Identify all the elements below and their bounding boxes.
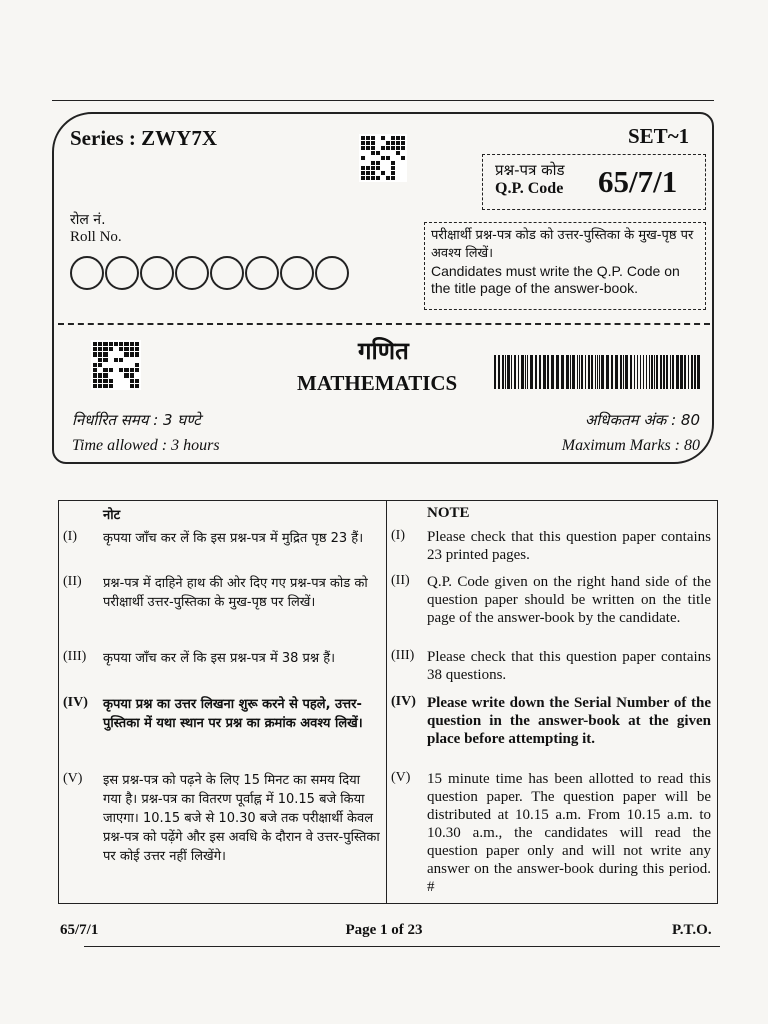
roll-label-hindi: रोल नं. (70, 212, 106, 228)
instruction-english: Candidates must write the Q.P. Code on the title page of the answer-book. (431, 263, 680, 296)
time-allowed-hindi: निर्धारित समय : 3 घण्टे (72, 411, 201, 429)
time-allowed: Time allowed : 3 hours (72, 437, 220, 454)
note-item (387, 573, 717, 648)
roll-digit-circle (175, 256, 209, 290)
set-label: SET~1 (628, 124, 690, 148)
footer-code: 65/7/1 (60, 922, 99, 938)
notes-table (58, 500, 718, 904)
note-text: 15 minute time has been allotted to read this question paper. The question paper will be distributed at 10.15 a.m. From 10.15 a.m. to 10.30 a.m., the candidates will read the question paper only and will not write any answer on the answer-book during this period. # (427, 771, 711, 895)
roll-label: Roll No. (70, 229, 122, 245)
note-text: कृपया जाँच कर लें कि इस प्रश्न-पत्र में 38 प्रश्न हैं। (103, 651, 336, 666)
notes-heading-hindi: नोट (103, 508, 121, 523)
note-text: कृपया जाँच कर लें कि इस प्रश्न-पत्र में मुद्रित पृष्ठ 23 हैं। (103, 531, 364, 546)
note-number: (IV) (391, 694, 416, 709)
notes-heading: NOTE (427, 505, 470, 521)
qp-code-instruction-box (424, 222, 706, 310)
note-number: (II) (391, 573, 410, 588)
note-text: Please check that this question paper contains 23 printed pages. (427, 529, 711, 563)
dashed-divider (58, 323, 710, 325)
note-number: (V) (391, 770, 411, 785)
qr-code-icon (91, 340, 141, 390)
note-item (59, 529, 386, 574)
instruction-hindi: परीक्षार्थी प्रश्न-पत्र कोड को उत्तर-पुस्तिका के मुख-पृष्ठ पर अवश्य लिखें। (431, 228, 694, 261)
max-marks: Maximum Marks : 80 (561, 437, 700, 454)
note-number: (I) (391, 528, 405, 543)
note-number: (II) (63, 574, 82, 589)
roll-digit-circle (140, 256, 174, 290)
note-item (387, 528, 717, 573)
pto-label: P.T.O. (672, 922, 712, 938)
note-number: (III) (391, 648, 415, 663)
roll-digit-circle (315, 256, 349, 290)
footer-rule (84, 946, 720, 947)
top-rule (52, 100, 714, 101)
page-number: Page 1 of 23 (345, 922, 423, 938)
roll-digit-circle (210, 256, 244, 290)
qp-code-value: 65/7/1 (598, 164, 678, 199)
series-label: Series : ZWY7X (70, 126, 217, 150)
qr-code-icon (359, 134, 407, 182)
qp-code-label: Q.P. Code (495, 180, 564, 197)
note-text: प्रश्न-पत्र में दाहिने हाथ की ओर दिए गए प्रश्न-पत्र कोड को परीक्षार्थी उत्तर-पुस्तिका के मुख-पृष्ठ पर लिखें। (103, 576, 368, 610)
qp-code-label-hindi: प्रश्न-पत्र कोड (495, 161, 565, 179)
note-item (59, 771, 386, 903)
note-item (387, 694, 717, 770)
notes-hindi-column (59, 501, 387, 904)
note-text: कृपया प्रश्न का उत्तर लिखना शुरू करने से पहले, उत्तर-पुस्तिका में यथा स्थान पर प्रश्न का क्रमांक अवश्य लिखें। (103, 697, 363, 731)
note-text: Please write down the Serial Number of the question in the answer-book at the given place before attempting it. (427, 695, 711, 747)
note-item (387, 770, 717, 902)
barcode-icon (494, 355, 704, 389)
note-text: इस प्रश्न-पत्र को पढ़ने के लिए 15 मिनट का समय दिया गया है। प्रश्न-पत्र का वितरण पूर्वाह्न में 10.15 बजे किया जाएगा। 10.15 बजे से 10.30 बजे तक परीक्षार्थी केवल प्रश्न-पत्र को पढ़ेंगे और इस अवधि के दौरान वे उत्तर-पुस्तिका पर कोई उत्तर नहीं लिखेंगे। (103, 773, 380, 864)
roll-digit-circle (280, 256, 314, 290)
note-item (59, 695, 386, 771)
roll-digit-circle (245, 256, 279, 290)
note-number: (I) (63, 529, 77, 544)
note-number: (III) (63, 649, 87, 664)
roll-digit-circle (105, 256, 139, 290)
note-number: (V) (63, 771, 83, 786)
roll-digit-circle (70, 256, 104, 290)
note-text: Please check that this question paper contains 38 questions. (427, 649, 711, 683)
notes-english-column (387, 501, 718, 904)
note-number: (IV) (63, 695, 88, 710)
note-item (387, 648, 717, 694)
note-text: Q.P. Code given on the right hand side of the question paper should be written on the title page of the answer-book by the candidate. (427, 574, 711, 626)
note-item (59, 649, 386, 695)
note-item (59, 574, 386, 649)
max-marks-hindi: अधिकतम अंक : 80 (584, 411, 700, 429)
subject-title: MATHEMATICS (297, 371, 458, 395)
subject-title-hindi: गणित (358, 337, 409, 365)
